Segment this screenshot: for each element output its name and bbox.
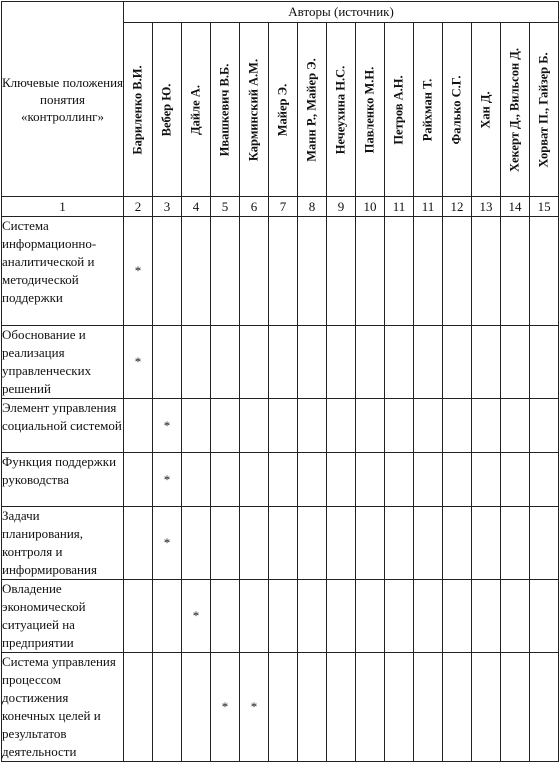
column-number: 6 xyxy=(240,197,269,217)
empty-cell xyxy=(240,399,269,453)
empty-cell xyxy=(414,507,443,580)
table-row xyxy=(2,507,559,580)
empty-cell xyxy=(472,326,501,399)
column-number: 14 xyxy=(501,197,530,217)
column-number: 4 xyxy=(182,197,211,217)
empty-cell xyxy=(124,580,153,653)
author-name: Вебер Ю. xyxy=(159,83,174,136)
empty-cell xyxy=(182,453,211,507)
author-header-9 xyxy=(356,23,385,197)
concept-column-header: Ключевые положения понятия «контроллинг» xyxy=(2,2,124,197)
empty-cell xyxy=(211,399,240,453)
empty-cell xyxy=(501,217,530,326)
mark-cell: * xyxy=(153,507,182,580)
empty-cell xyxy=(356,217,385,326)
empty-cell xyxy=(240,580,269,653)
author-name: Фалько С.Г. xyxy=(449,75,464,144)
empty-cell xyxy=(501,580,530,653)
author-header-15 xyxy=(530,23,559,197)
empty-cell xyxy=(530,653,559,762)
empty-cell xyxy=(414,653,443,762)
empty-cell xyxy=(501,507,530,580)
column-number: 15 xyxy=(530,197,559,217)
empty-cell xyxy=(298,326,327,399)
empty-cell xyxy=(530,399,559,453)
empty-cell xyxy=(385,653,414,762)
empty-cell xyxy=(240,326,269,399)
empty-cell xyxy=(385,326,414,399)
empty-cell xyxy=(530,453,559,507)
empty-cell xyxy=(269,399,298,453)
empty-cell xyxy=(240,453,269,507)
empty-cell xyxy=(327,217,356,326)
empty-cell xyxy=(385,399,414,453)
controlling-definitions-table xyxy=(1,1,559,762)
author-header-1 xyxy=(124,23,153,197)
column-number: 3 xyxy=(153,197,182,217)
empty-cell xyxy=(472,653,501,762)
empty-cell xyxy=(530,217,559,326)
empty-cell xyxy=(240,507,269,580)
mark-cell: * xyxy=(124,217,153,326)
empty-cell xyxy=(501,653,530,762)
empty-cell xyxy=(124,399,153,453)
empty-cell xyxy=(356,580,385,653)
empty-cell xyxy=(327,507,356,580)
concept-cell: Задачи планирования, контроля и информирования xyxy=(2,507,124,580)
column-number: 11 xyxy=(385,197,414,217)
empty-cell xyxy=(414,453,443,507)
author-name: Хан Д. xyxy=(478,90,493,129)
author-header-6 xyxy=(269,23,298,197)
concept-cell: Система управления процессом достижения конечных целей и результатов деятельности xyxy=(2,653,124,762)
table-row xyxy=(2,217,559,326)
column-number: 11 xyxy=(414,197,443,217)
empty-cell xyxy=(443,580,472,653)
author-name: Дайле А. xyxy=(188,84,203,135)
concept-cell: Система информационно-аналитической и методической поддержки xyxy=(2,217,124,326)
empty-cell xyxy=(385,507,414,580)
author-name: Бариленко В.И. xyxy=(130,64,145,155)
empty-cell xyxy=(501,453,530,507)
table-row xyxy=(2,580,559,653)
empty-cell xyxy=(153,217,182,326)
empty-cell xyxy=(443,399,472,453)
mark-cell: * xyxy=(211,653,240,762)
empty-cell xyxy=(327,653,356,762)
empty-cell xyxy=(327,580,356,653)
column-number: 13 xyxy=(472,197,501,217)
empty-cell xyxy=(356,399,385,453)
author-name: Петров А.Н. xyxy=(391,74,406,145)
empty-cell xyxy=(414,580,443,653)
author-name: Хекерт Д., Вильсон Д. xyxy=(507,47,522,172)
empty-cell xyxy=(269,326,298,399)
column-number: 7 xyxy=(269,197,298,217)
empty-cell xyxy=(356,507,385,580)
empty-cell xyxy=(443,217,472,326)
empty-cell xyxy=(472,580,501,653)
empty-cell xyxy=(327,326,356,399)
author-name: Карминский А.М. xyxy=(246,58,261,161)
empty-cell xyxy=(211,326,240,399)
author-header-10 xyxy=(385,23,414,197)
column-number: 10 xyxy=(356,197,385,217)
empty-cell xyxy=(472,453,501,507)
author-header-8 xyxy=(327,23,356,197)
empty-cell xyxy=(530,580,559,653)
empty-cell xyxy=(269,580,298,653)
author-name: Нечеухина Н.С. xyxy=(333,65,348,154)
mark-cell: * xyxy=(153,453,182,507)
concept-cell: Обоснование и реализация управленческих решений xyxy=(2,326,124,399)
empty-cell xyxy=(298,217,327,326)
author-header-7 xyxy=(298,23,327,197)
empty-cell xyxy=(211,453,240,507)
column-number-row xyxy=(2,197,559,217)
empty-cell xyxy=(356,453,385,507)
author-header-2 xyxy=(153,23,182,197)
empty-cell xyxy=(356,326,385,399)
empty-cell xyxy=(327,453,356,507)
empty-cell xyxy=(356,653,385,762)
column-number: 5 xyxy=(211,197,240,217)
mark-cell: * xyxy=(124,326,153,399)
empty-cell xyxy=(269,653,298,762)
empty-cell xyxy=(327,399,356,453)
table-row xyxy=(2,453,559,507)
empty-cell xyxy=(153,326,182,399)
author-header-4 xyxy=(211,23,240,197)
empty-cell xyxy=(298,580,327,653)
empty-cell xyxy=(211,507,240,580)
empty-cell xyxy=(501,399,530,453)
empty-cell xyxy=(124,453,153,507)
table-row xyxy=(2,653,559,762)
column-number: 8 xyxy=(298,197,327,217)
empty-cell xyxy=(414,217,443,326)
empty-cell xyxy=(240,217,269,326)
author-header-11 xyxy=(414,23,443,197)
author-header-12 xyxy=(443,23,472,197)
empty-cell xyxy=(443,653,472,762)
empty-cell xyxy=(182,326,211,399)
author-name: Манн Р., Майер Э. xyxy=(304,57,319,162)
author-header-14 xyxy=(501,23,530,197)
empty-cell xyxy=(298,453,327,507)
column-number: 1 xyxy=(2,197,124,217)
empty-cell xyxy=(124,507,153,580)
column-number: 12 xyxy=(443,197,472,217)
empty-cell xyxy=(443,507,472,580)
column-number: 2 xyxy=(124,197,153,217)
empty-cell xyxy=(472,217,501,326)
concept-cell: Овладение экономической ситуацией на предприятии xyxy=(2,580,124,653)
empty-cell xyxy=(298,399,327,453)
author-name: Хорват П., Гайзер Б. xyxy=(536,51,551,168)
empty-cell xyxy=(414,326,443,399)
concept-cell: Элемент управления социальной системой xyxy=(2,399,124,453)
empty-cell xyxy=(501,326,530,399)
column-number: 9 xyxy=(327,197,356,217)
empty-cell xyxy=(182,217,211,326)
empty-cell xyxy=(414,399,443,453)
empty-cell xyxy=(269,453,298,507)
empty-cell xyxy=(530,507,559,580)
empty-cell xyxy=(298,653,327,762)
empty-cell xyxy=(153,653,182,762)
mark-cell: * xyxy=(240,653,269,762)
author-header-5 xyxy=(240,23,269,197)
author-name: Павленко М.Н. xyxy=(362,66,377,153)
author-header-13 xyxy=(472,23,501,197)
mark-cell: * xyxy=(153,399,182,453)
empty-cell xyxy=(385,217,414,326)
author-header-3 xyxy=(182,23,211,197)
empty-cell xyxy=(269,217,298,326)
empty-cell xyxy=(472,399,501,453)
table-row xyxy=(2,326,559,399)
empty-cell xyxy=(443,326,472,399)
concept-cell: Функция поддержки руководства xyxy=(2,453,124,507)
empty-cell xyxy=(472,507,501,580)
empty-cell xyxy=(182,653,211,762)
authors-header: Авторы (источник) xyxy=(124,2,559,23)
empty-cell xyxy=(182,507,211,580)
author-name: Ивашкевич В.Б. xyxy=(217,63,232,156)
empty-cell xyxy=(124,653,153,762)
empty-cell xyxy=(269,507,298,580)
empty-cell xyxy=(443,453,472,507)
empty-cell xyxy=(298,507,327,580)
empty-cell xyxy=(153,580,182,653)
table-row xyxy=(2,399,559,453)
empty-cell xyxy=(211,580,240,653)
empty-cell xyxy=(530,326,559,399)
mark-cell: * xyxy=(182,580,211,653)
empty-cell xyxy=(385,453,414,507)
author-name: Райхман Т. xyxy=(420,78,435,141)
empty-cell xyxy=(182,399,211,453)
author-name: Майер Э. xyxy=(275,83,290,136)
empty-cell xyxy=(385,580,414,653)
empty-cell xyxy=(211,217,240,326)
